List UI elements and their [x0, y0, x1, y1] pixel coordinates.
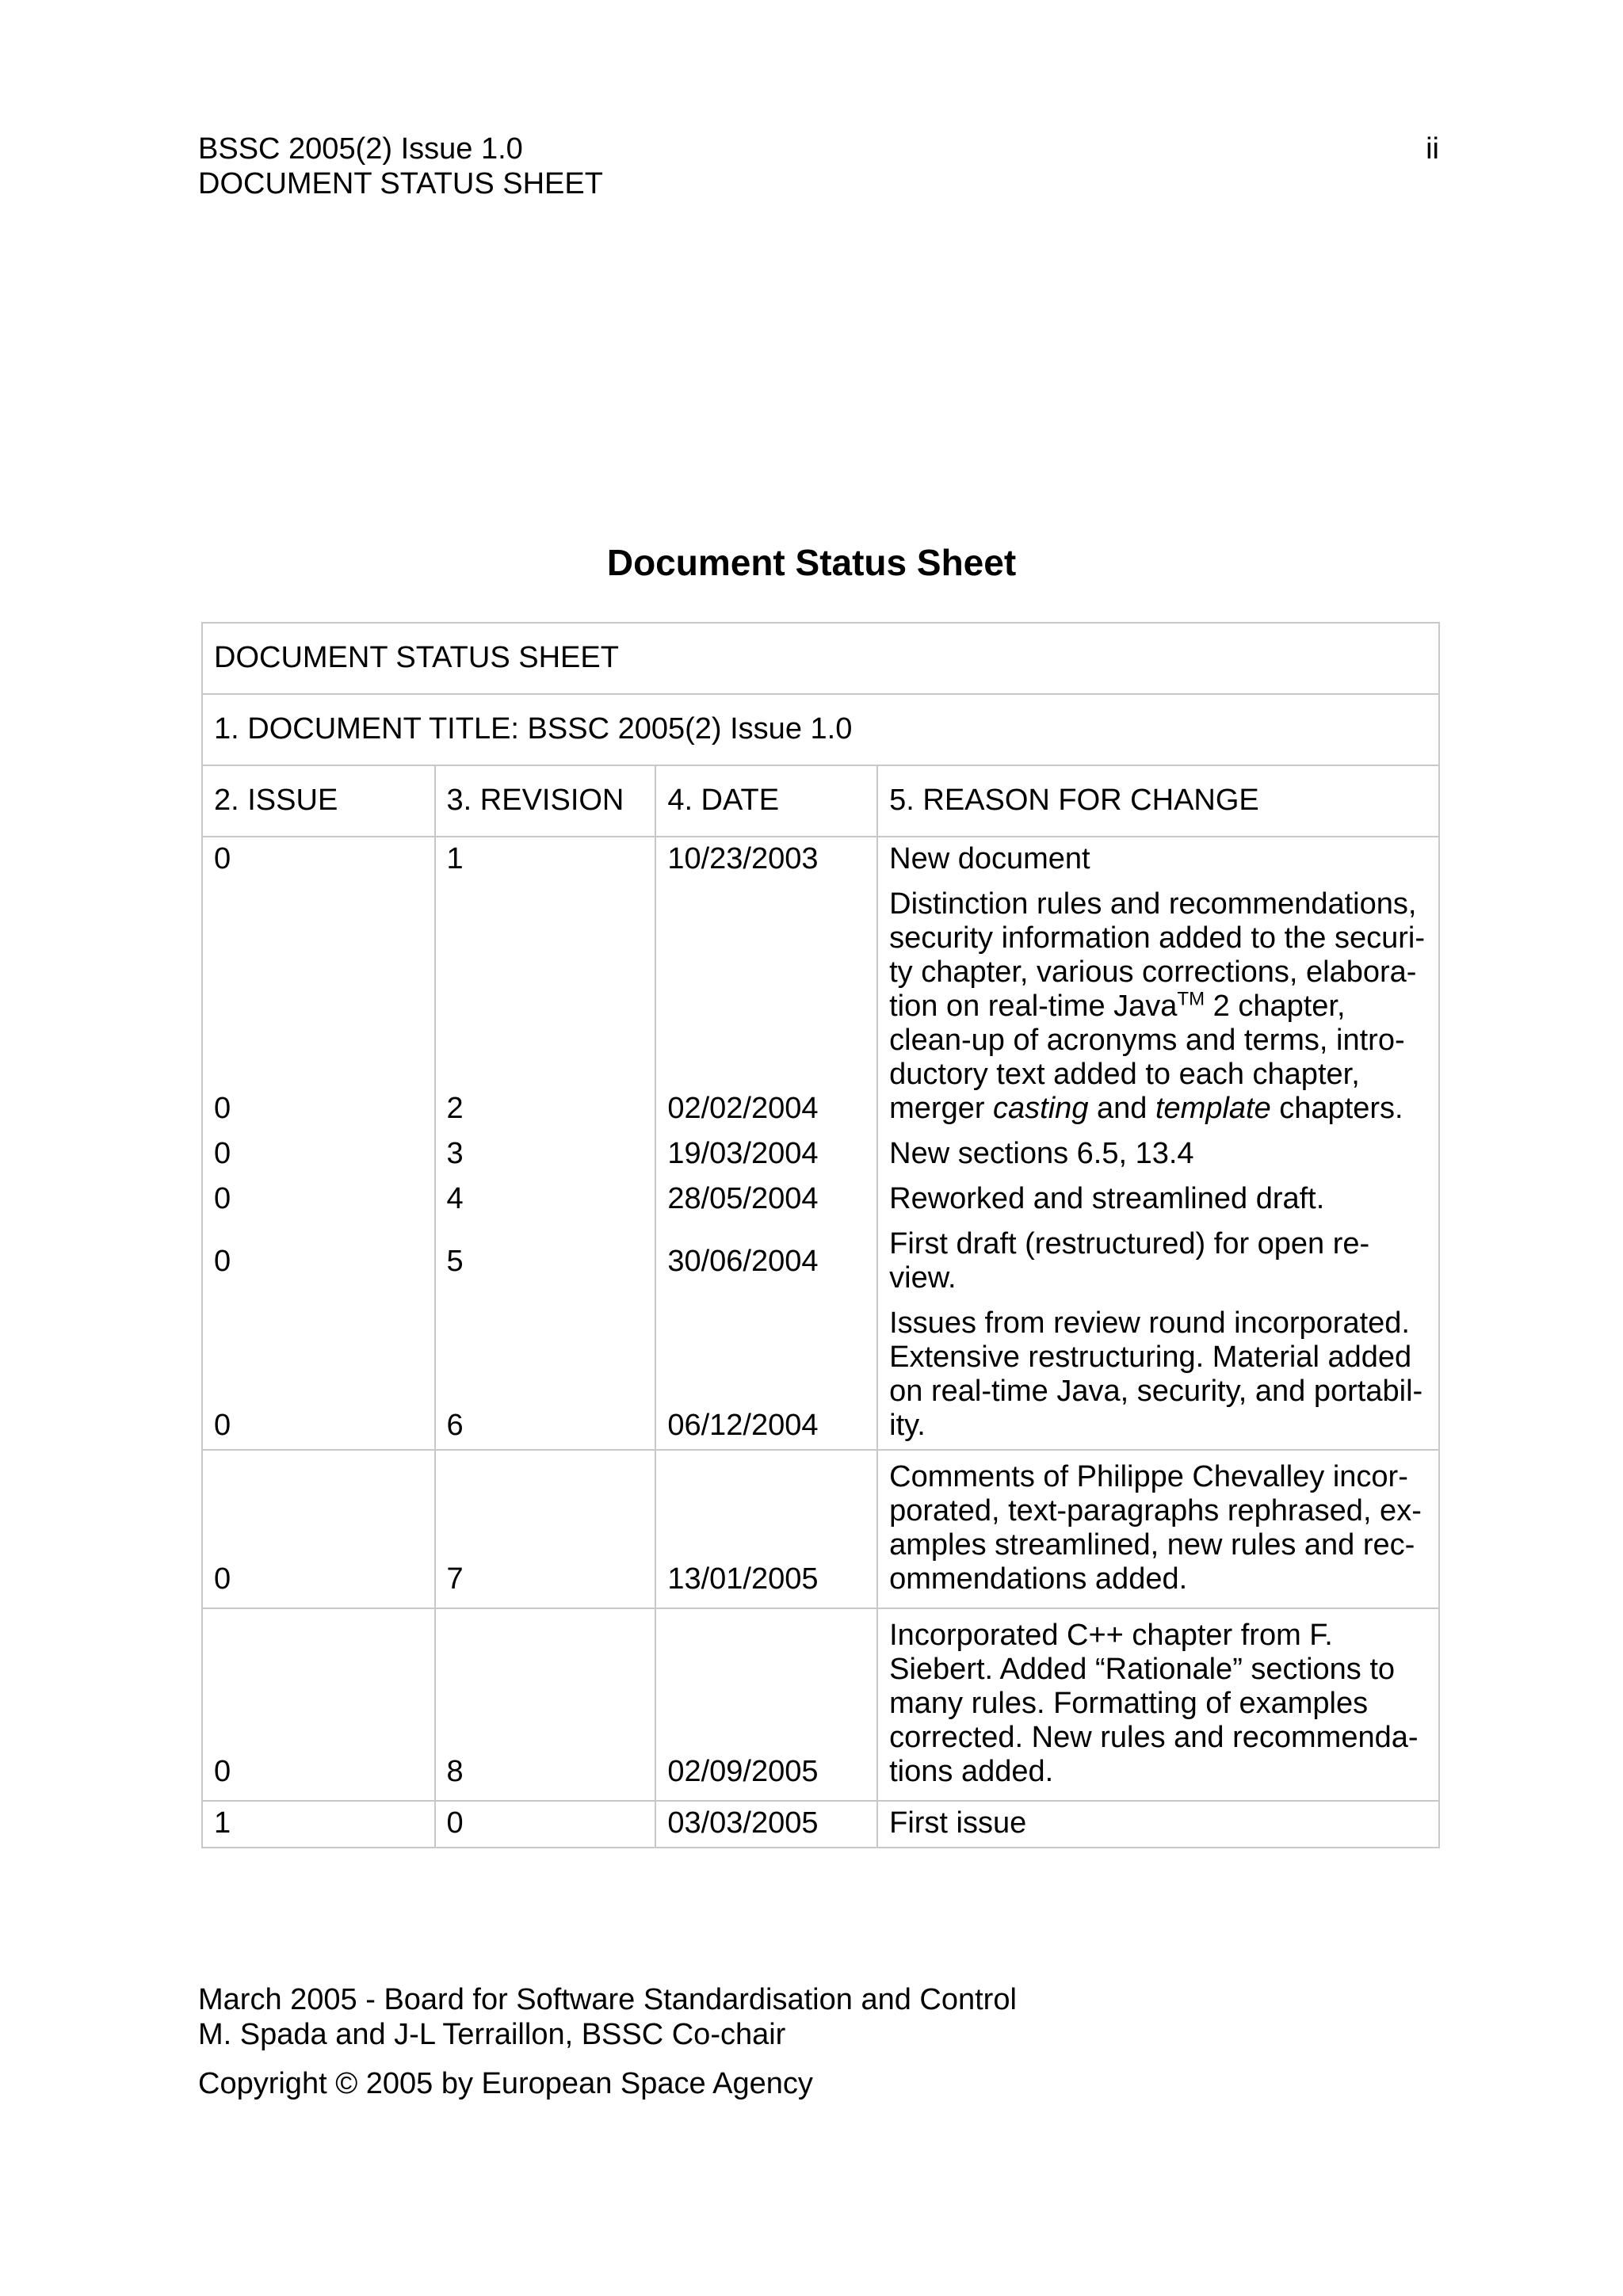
cell-reason: First draft (restructured) for open re- view.	[877, 1222, 1439, 1302]
cell-issue: 1	[202, 1801, 435, 1848]
table-row	[202, 1302, 1439, 1450]
reason-text: chapters.	[1270, 1092, 1403, 1125]
header-section: DOCUMENT STATUS SHEET	[198, 167, 603, 200]
footer-authors-line: M. Spada and J-L Terraillon, BSSC Co-chair	[198, 2018, 786, 2051]
cell-date: 03/03/2005	[655, 1801, 877, 1848]
cell-date: 28/05/2004	[655, 1177, 877, 1222]
cell-revision: 3	[435, 1132, 656, 1177]
table-row	[202, 837, 1439, 883]
cell-revision: 4	[435, 1177, 656, 1222]
table-row	[202, 1608, 1439, 1801]
cell-reason	[877, 883, 1439, 1132]
table-caption-row	[202, 623, 1439, 694]
cell-revision: 5	[435, 1222, 656, 1302]
cell-issue: 0	[202, 1132, 435, 1177]
table-caption: DOCUMENT STATUS SHEET	[202, 623, 1439, 694]
cell-date: 06/12/2004	[655, 1302, 877, 1450]
cell-revision: 8	[435, 1608, 656, 1801]
cell-date: 02/02/2004	[655, 883, 877, 1132]
cell-revision: 2	[435, 883, 656, 1132]
column-header-date: 4. DATE	[655, 765, 877, 837]
page-footer	[198, 1982, 1017, 2101]
document-title-row	[202, 694, 1439, 765]
cell-revision: 0	[435, 1801, 656, 1848]
cell-issue: 0	[202, 883, 435, 1132]
trademark-mark: TM	[1177, 988, 1205, 1010]
cell-reason: New document	[877, 837, 1439, 883]
cell-reason: Issues from review round incorporated. Extensive restructuring. Material added on real-time Java, security, and portabil- ity.	[877, 1302, 1439, 1450]
reason-italic: casting	[993, 1092, 1089, 1125]
page-number: ii	[1426, 132, 1439, 166]
cell-issue: 0	[202, 1177, 435, 1222]
document-title-cell: 1. DOCUMENT TITLE: BSSC 2005(2) Issue 1.0	[202, 694, 1439, 765]
reason-text: and	[1088, 1092, 1155, 1125]
cell-issue: 0	[202, 1302, 435, 1450]
column-header-revision: 3. REVISION	[435, 765, 656, 837]
cell-issue: 0	[202, 1222, 435, 1302]
cell-issue: 0	[202, 1450, 435, 1608]
table-row	[202, 1450, 1439, 1608]
table-row	[202, 1132, 1439, 1177]
cell-reason: First issue	[877, 1801, 1439, 1848]
cell-issue: 0	[202, 837, 435, 883]
cell-reason: New sections 6.5, 13.4	[877, 1132, 1439, 1177]
column-header-row	[202, 765, 1439, 837]
footer-board-line: March 2005 - Board for Software Standardisation and Control	[198, 1983, 1017, 2016]
page-title: Document Status Sheet	[606, 542, 1017, 583]
cell-reason: Reworked and streamlined draft.	[877, 1177, 1439, 1222]
column-header-issue: 2. ISSUE	[202, 765, 435, 837]
cell-revision: 7	[435, 1450, 656, 1608]
cell-date: 13/01/2005	[655, 1450, 877, 1608]
reason-italic: template	[1155, 1092, 1271, 1125]
footer-copyright: Copyright © 2005 by European Space Agency	[198, 2067, 813, 2100]
table-row	[202, 1177, 1439, 1222]
cell-date: 30/06/2004	[655, 1222, 877, 1302]
page-header	[198, 132, 1439, 201]
column-header-reason: 5. REASON FOR CHANGE	[877, 765, 1439, 837]
cell-date: 19/03/2004	[655, 1132, 877, 1177]
header-doc-id: BSSC 2005(2) Issue 1.0	[198, 132, 523, 166]
cell-reason: Comments of Philippe Chevalley incor- porated, text-paragraphs rephrased, ex- amples streamlined, new rules and rec- ommendations added.	[877, 1450, 1439, 1608]
table-row	[202, 883, 1439, 1132]
reason-text: Distinction rules and recommendations, security information added to the securi- ty chapter, various corrections, elabora- tion on real-time Java	[889, 887, 1426, 1023]
cell-date: 02/09/2005	[655, 1608, 877, 1801]
reason-text: 2 chapter, clean-up of acronyms and terms, intro- ductory text added to each chapter, merger	[889, 990, 1405, 1125]
status-table	[201, 622, 1440, 1848]
cell-date: 10/23/2003	[655, 837, 877, 883]
cell-revision: 6	[435, 1302, 656, 1450]
cell-reason: Incorporated C++ chapter from F. Siebert. Added “Rationale” sections to many rules. Formatting of examples corrected. New rules and recommenda- tions added.	[877, 1608, 1439, 1801]
table-row	[202, 1222, 1439, 1302]
cell-revision: 1	[435, 837, 656, 883]
cell-issue: 0	[202, 1608, 435, 1801]
table-row	[202, 1801, 1439, 1848]
